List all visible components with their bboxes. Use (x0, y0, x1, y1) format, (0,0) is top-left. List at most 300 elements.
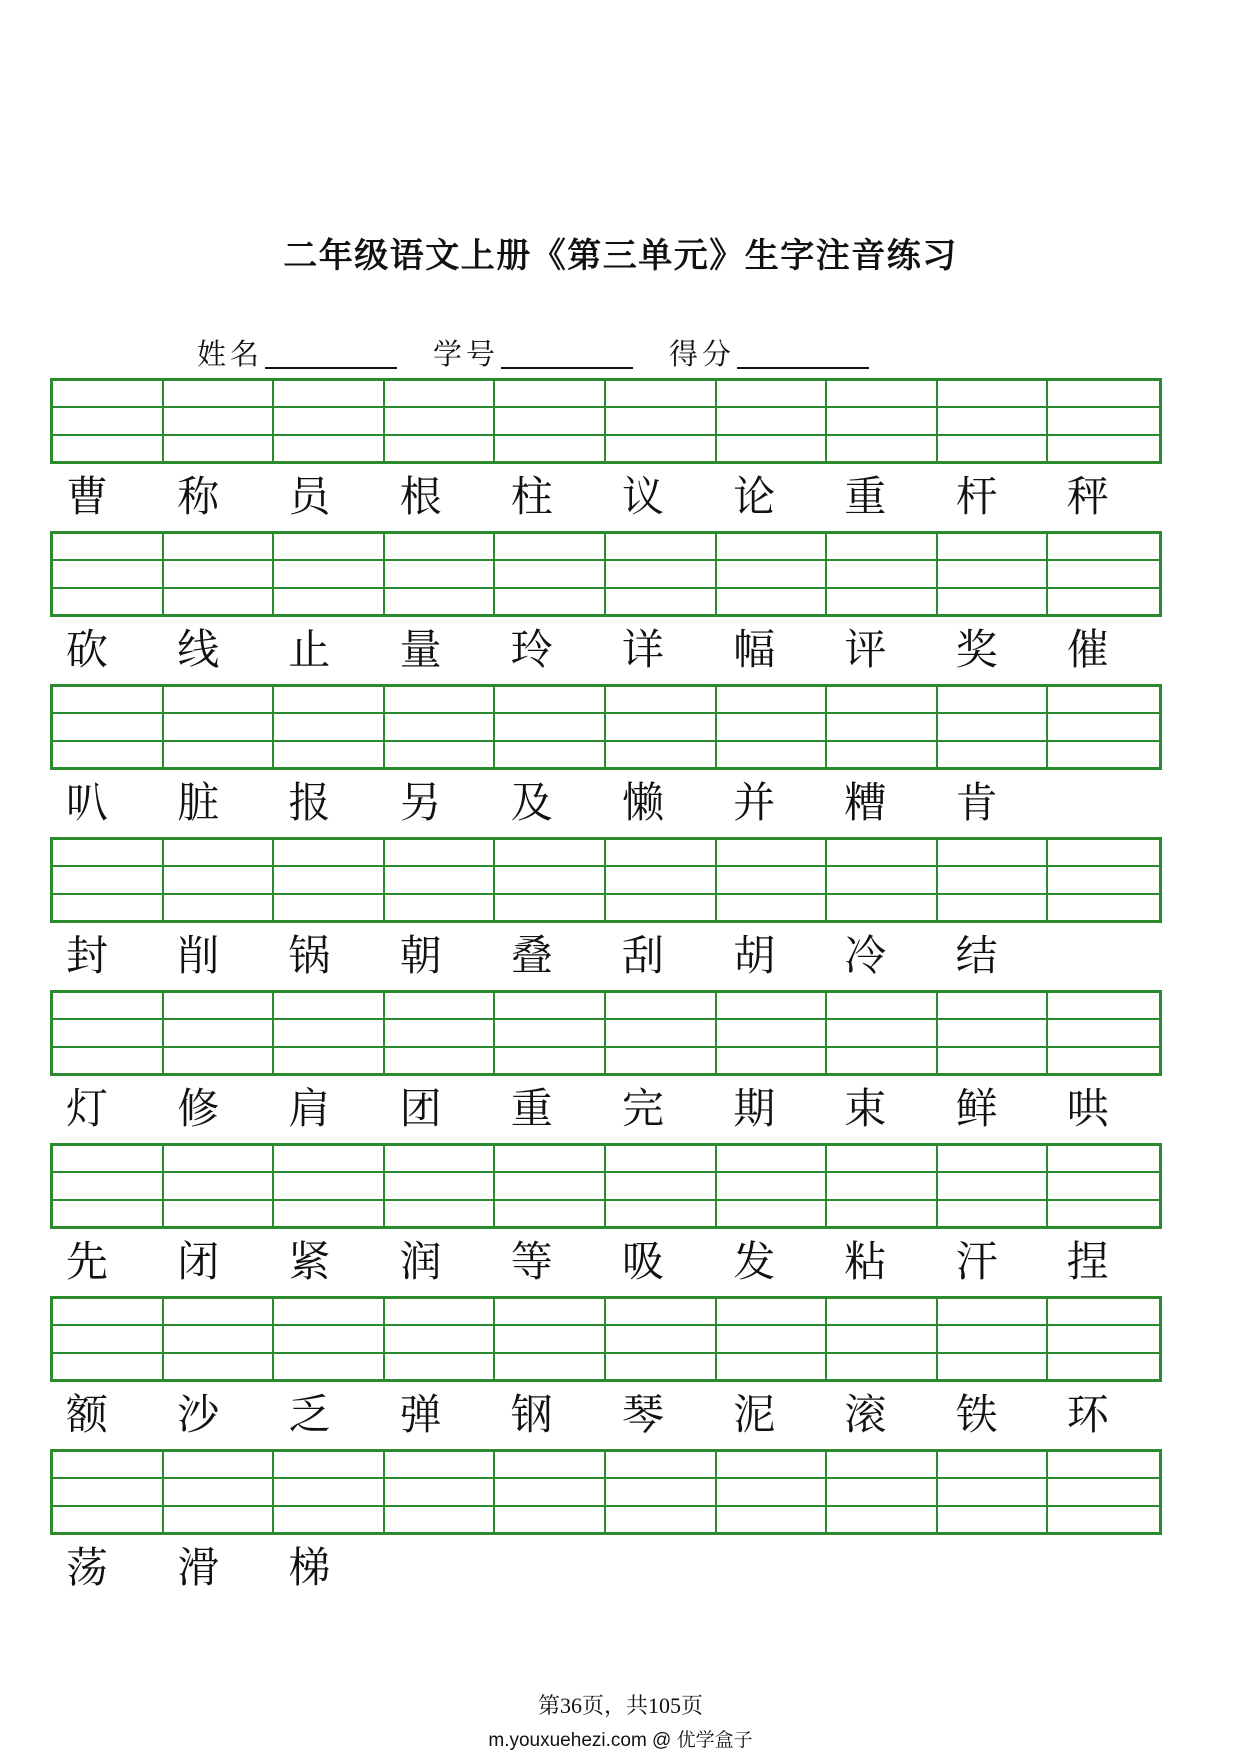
pinyin-line-band (385, 381, 494, 408)
pinyin-line-band (274, 1146, 383, 1173)
pinyin-line-band (717, 1173, 826, 1200)
pinyin-cell (606, 534, 717, 614)
pinyin-line-band (274, 1020, 383, 1047)
pinyin-line-band (495, 1479, 604, 1506)
pinyin-line-band (53, 1048, 162, 1073)
pinyin-cell (274, 1299, 385, 1379)
character: 弹 (399, 1390, 442, 1439)
pinyin-line-band (495, 408, 604, 435)
character: 环 (1066, 1390, 1109, 1439)
pinyin-line-band (938, 1452, 1047, 1479)
pinyin-line-band (717, 840, 826, 867)
character: 线 (177, 625, 220, 674)
pinyin-cell (164, 687, 275, 767)
pinyin-cell (495, 1452, 606, 1532)
pinyin-line-band (606, 687, 715, 714)
pinyin-line-band (606, 381, 715, 408)
pinyin-cell (164, 1299, 275, 1379)
character-row (50, 1390, 1162, 1440)
pinyin-line-band (606, 1507, 715, 1532)
pinyin-line-band (385, 1299, 494, 1326)
pinyin-line-band (495, 534, 604, 561)
pinyin-line-band (606, 1048, 715, 1073)
character: 根 (399, 472, 442, 521)
pinyin-line-band (53, 867, 162, 894)
pinyin-line-band (274, 1201, 383, 1226)
pinyin-line-band (385, 840, 494, 867)
pinyin-line-band (385, 1048, 494, 1073)
pinyin-line-band (606, 534, 715, 561)
pinyin-cell (938, 993, 1049, 1073)
pinyin-line-band (606, 1299, 715, 1326)
pinyin-line-band (164, 1173, 273, 1200)
pinyin-line-band (385, 561, 494, 588)
character: 脏 (177, 778, 220, 827)
pinyin-line-band (1048, 840, 1159, 867)
character: 锅 (288, 931, 331, 980)
pinyin-line-band (495, 436, 604, 461)
student-info-row (197, 334, 905, 372)
pinyin-cell (717, 534, 828, 614)
pinyin-line-band (938, 534, 1047, 561)
pinyin-cell (1048, 381, 1159, 461)
pinyin-line-band (385, 742, 494, 767)
pinyin-line-band (53, 1326, 162, 1353)
pinyin-cell (53, 381, 164, 461)
pinyin-cell (717, 1452, 828, 1532)
pinyin-line-band (827, 408, 936, 435)
pinyin-line-band (606, 1020, 715, 1047)
pinyin-line-band (938, 1479, 1047, 1506)
character: 滑 (177, 1543, 220, 1592)
character: 汗 (955, 1237, 998, 1286)
pinyin-line-band (274, 381, 383, 408)
pinyin-line-band (606, 993, 715, 1020)
pinyin-line-band (606, 1354, 715, 1379)
pinyin-grid (50, 1143, 1162, 1229)
pinyin-cell (164, 993, 275, 1073)
pinyin-cell (164, 534, 275, 614)
pinyin-line-band (53, 534, 162, 561)
pinyin-line-band (53, 1201, 162, 1226)
character-row (50, 1543, 1162, 1593)
character: 刮 (621, 931, 664, 980)
pinyin-cell (385, 381, 496, 461)
pinyin-line-band (385, 1354, 494, 1379)
pinyin-line-band (717, 436, 826, 461)
pinyin-line-band (717, 1479, 826, 1506)
character: 完 (621, 1084, 664, 1133)
character: 结 (955, 931, 998, 980)
pinyin-line-band (274, 436, 383, 461)
pinyin-line-band (274, 1299, 383, 1326)
character: 重 (844, 472, 887, 521)
pinyin-cell (53, 687, 164, 767)
pinyin-cell (717, 381, 828, 461)
pinyin-line-band (385, 867, 494, 894)
pinyin-line-band (495, 1299, 604, 1326)
pinyin-line-band (827, 993, 936, 1020)
pinyin-line-band (274, 895, 383, 920)
character: 削 (177, 931, 220, 980)
pinyin-cell (385, 840, 496, 920)
page-number: 第36页，共105页 (537, 1693, 703, 1718)
pinyin-cell (1048, 534, 1159, 614)
pinyin-line-band (606, 1479, 715, 1506)
character: 玲 (510, 625, 553, 674)
pinyin-cell (53, 1452, 164, 1532)
pinyin-grid (50, 684, 1162, 770)
character-row (50, 1084, 1162, 1134)
character: 并 (733, 778, 776, 827)
pinyin-line-band (938, 589, 1047, 614)
pinyin-line-band (1048, 1146, 1159, 1173)
pinyin-line-band (495, 993, 604, 1020)
pinyin-grid (50, 1449, 1162, 1535)
pinyin-line-band (717, 534, 826, 561)
pinyin-line-band (385, 1507, 494, 1532)
pinyin-line-band (274, 742, 383, 767)
pinyin-cell (495, 534, 606, 614)
character: 鲜 (955, 1084, 998, 1133)
pinyin-line-band (606, 1326, 715, 1353)
site-watermark: m.youxuehezi.com @ 优学盒子 (488, 1730, 753, 1751)
pinyin-cell (938, 1452, 1049, 1532)
pinyin-cell (717, 840, 828, 920)
pinyin-line-band (164, 561, 273, 588)
pinyin-cell (164, 1452, 275, 1532)
pinyin-line-band (606, 589, 715, 614)
score-blank-line (737, 337, 869, 369)
pinyin-cell (827, 1299, 938, 1379)
pinyin-line-band (827, 1173, 936, 1200)
pinyin-line-band (606, 436, 715, 461)
pinyin-line-band (495, 1048, 604, 1073)
pinyin-cell (1048, 1146, 1159, 1226)
pinyin-line-band (274, 1048, 383, 1073)
pinyin-line-band (938, 1173, 1047, 1200)
pinyin-line-band (53, 561, 162, 588)
pinyin-line-band (717, 1326, 826, 1353)
pinyin-line-band (606, 714, 715, 741)
pinyin-line-band (606, 1201, 715, 1226)
character: 员 (288, 472, 331, 521)
character: 额 (66, 1390, 109, 1439)
character: 柱 (510, 472, 553, 521)
pinyin-cell (606, 687, 717, 767)
pinyin-cell (385, 1146, 496, 1226)
pinyin-line-band (495, 1507, 604, 1532)
character-row (50, 931, 1162, 981)
pinyin-line-band (385, 436, 494, 461)
pinyin-cell (827, 381, 938, 461)
character: 团 (399, 1084, 442, 1133)
pinyin-line-band (385, 1452, 494, 1479)
pinyin-line-band (164, 534, 273, 561)
pinyin-line-band (274, 408, 383, 435)
character: 胡 (733, 931, 776, 980)
pinyin-cell (274, 381, 385, 461)
pinyin-cell (1048, 993, 1159, 1073)
pinyin-line-band (495, 589, 604, 614)
pinyin-cell (164, 1146, 275, 1226)
character: 等 (510, 1237, 553, 1286)
pinyin-line-band (938, 993, 1047, 1020)
name-blank-line (265, 337, 397, 369)
pinyin-line-band (164, 840, 273, 867)
pinyin-cell (53, 534, 164, 614)
pinyin-line-band (495, 381, 604, 408)
pinyin-line-band (1048, 895, 1159, 920)
pinyin-line-band (827, 742, 936, 767)
pinyin-line-band (164, 1452, 273, 1479)
pinyin-line-band (495, 867, 604, 894)
character: 评 (844, 625, 887, 674)
character: 议 (621, 472, 664, 521)
character: 量 (399, 625, 442, 674)
character: 肯 (955, 778, 998, 827)
pinyin-cell (274, 993, 385, 1073)
character: 及 (510, 778, 553, 827)
pinyin-line-band (53, 993, 162, 1020)
pinyin-line-band (827, 1354, 936, 1379)
character: 期 (733, 1084, 776, 1133)
pinyin-line-band (53, 687, 162, 714)
character: 哄 (1066, 1084, 1109, 1133)
name-label: 姓名 (197, 337, 264, 371)
character-row (50, 778, 1162, 828)
pinyin-line-band (385, 687, 494, 714)
pinyin-line-band (385, 993, 494, 1020)
pinyin-line-band (164, 1048, 273, 1073)
score-label: 得分 (669, 337, 736, 371)
pinyin-line-band (53, 1299, 162, 1326)
pinyin-line-band (495, 1326, 604, 1353)
pinyin-cell (274, 1452, 385, 1532)
character: 幅 (733, 625, 776, 674)
pinyin-line-band (53, 1020, 162, 1047)
pinyin-line-band (1048, 714, 1159, 741)
pinyin-line-band (938, 381, 1047, 408)
character: 铁 (955, 1390, 998, 1439)
pinyin-cell (274, 840, 385, 920)
pinyin-line-band (1048, 1299, 1159, 1326)
pinyin-cell (385, 1299, 496, 1379)
pinyin-cell (717, 687, 828, 767)
pinyin-cell (164, 381, 275, 461)
character-row (50, 472, 1162, 522)
pinyin-line-band (385, 1146, 494, 1173)
pinyin-line-band (1048, 561, 1159, 588)
pinyin-line-band (938, 742, 1047, 767)
pinyin-cell (827, 840, 938, 920)
character: 荡 (66, 1543, 109, 1592)
pinyin-line-band (938, 687, 1047, 714)
pinyin-line-band (938, 1299, 1047, 1326)
pinyin-line-band (274, 1507, 383, 1532)
character: 详 (621, 625, 664, 674)
pinyin-cell (1048, 1452, 1159, 1532)
pinyin-line-band (717, 895, 826, 920)
pinyin-cell (606, 1452, 717, 1532)
pinyin-line-band (717, 867, 826, 894)
pinyin-cell (938, 687, 1049, 767)
character: 修 (177, 1084, 220, 1133)
pinyin-line-band (274, 840, 383, 867)
pinyin-line-band (164, 687, 273, 714)
character: 润 (399, 1237, 442, 1286)
pinyin-cell (827, 993, 938, 1073)
pinyin-cell (274, 1146, 385, 1226)
pinyin-line-band (495, 1146, 604, 1173)
pinyin-line-band (495, 1354, 604, 1379)
pinyin-line-band (1048, 436, 1159, 461)
student-number-field (433, 336, 633, 372)
pinyin-cell (495, 687, 606, 767)
pinyin-line-band (385, 408, 494, 435)
pinyin-line-band (1048, 534, 1159, 561)
pinyin-cell (827, 687, 938, 767)
pinyin-line-band (53, 1452, 162, 1479)
pinyin-cell (938, 840, 1049, 920)
pinyin-cell (938, 1146, 1049, 1226)
pinyin-line-band (274, 1173, 383, 1200)
pinyin-line-band (1048, 687, 1159, 714)
pinyin-line-band (938, 1020, 1047, 1047)
pinyin-line-band (385, 895, 494, 920)
pinyin-line-band (274, 1326, 383, 1353)
pinyin-line-band (164, 589, 273, 614)
pinyin-line-band (274, 714, 383, 741)
pinyin-line-band (938, 1146, 1047, 1173)
pinyin-cell (385, 534, 496, 614)
character: 催 (1066, 625, 1109, 674)
pinyin-cell (495, 381, 606, 461)
pinyin-line-band (827, 1048, 936, 1073)
character: 闭 (177, 1237, 220, 1286)
character: 吸 (621, 1237, 664, 1286)
character-row (50, 625, 1162, 675)
pinyin-line-band (827, 561, 936, 588)
pinyin-cell (606, 840, 717, 920)
pinyin-line-band (164, 1146, 273, 1173)
pinyin-line-band (717, 687, 826, 714)
pinyin-line-band (827, 436, 936, 461)
pinyin-cell (53, 1299, 164, 1379)
score-field (669, 336, 869, 372)
pinyin-line-band (164, 1201, 273, 1226)
pinyin-line-band (1048, 1507, 1159, 1532)
character: 发 (733, 1237, 776, 1286)
character: 懒 (621, 778, 664, 827)
pinyin-line-band (385, 1201, 494, 1226)
pinyin-line-band (938, 1326, 1047, 1353)
pinyin-line-band (1048, 1326, 1159, 1353)
pinyin-line-band (717, 1299, 826, 1326)
pinyin-line-band (938, 1048, 1047, 1073)
pinyin-line-band (495, 1173, 604, 1200)
pinyin-line-band (1048, 1479, 1159, 1506)
pinyin-line-band (1048, 1173, 1159, 1200)
pinyin-line-band (938, 436, 1047, 461)
pinyin-line-band (53, 436, 162, 461)
pinyin-cell (385, 687, 496, 767)
character: 重 (510, 1084, 553, 1133)
pinyin-line-band (827, 381, 936, 408)
pinyin-grid (50, 990, 1162, 1076)
pinyin-line-band (53, 408, 162, 435)
pinyin-line-band (274, 993, 383, 1020)
pinyin-line-band (827, 687, 936, 714)
pinyin-line-band (717, 714, 826, 741)
pinyin-line-band (495, 1201, 604, 1226)
pinyin-grid (50, 531, 1162, 617)
pinyin-cell (827, 534, 938, 614)
character: 梯 (288, 1543, 331, 1592)
student-number-blank-line (501, 337, 633, 369)
pinyin-line-band (606, 408, 715, 435)
pinyin-line-band (1048, 1201, 1159, 1226)
character: 砍 (66, 625, 109, 674)
pinyin-line-band (164, 381, 273, 408)
pinyin-cell (1048, 840, 1159, 920)
pinyin-cell (274, 687, 385, 767)
name-field (197, 336, 397, 372)
pinyin-line-band (827, 1507, 936, 1532)
pinyin-line-band (606, 867, 715, 894)
pinyin-line-band (1048, 1020, 1159, 1047)
pinyin-line-band (717, 1201, 826, 1226)
pinyin-line-band (938, 561, 1047, 588)
character: 粘 (844, 1237, 887, 1286)
pinyin-cell (938, 381, 1049, 461)
character: 叭 (66, 778, 109, 827)
pinyin-line-band (53, 742, 162, 767)
pinyin-line-band (1048, 408, 1159, 435)
character: 沙 (177, 1390, 220, 1439)
pinyin-cell (717, 1299, 828, 1379)
pinyin-cell (606, 381, 717, 461)
character: 捏 (1066, 1237, 1109, 1286)
character: 朝 (399, 931, 442, 980)
pinyin-line-band (53, 840, 162, 867)
pinyin-line-band (717, 1146, 826, 1173)
pinyin-line-band (938, 840, 1047, 867)
character: 乏 (288, 1390, 331, 1439)
pinyin-line-band (1048, 993, 1159, 1020)
pinyin-line-band (1048, 1354, 1159, 1379)
character: 叠 (510, 931, 553, 980)
character: 泥 (733, 1390, 776, 1439)
pinyin-grid (50, 1296, 1162, 1382)
pinyin-line-band (385, 1326, 494, 1353)
pinyin-line-band (385, 1020, 494, 1047)
pinyin-line-band (495, 1020, 604, 1047)
pinyin-cell (827, 1452, 938, 1532)
pinyin-line-band (495, 840, 604, 867)
pinyin-cell (1048, 687, 1159, 767)
character: 钢 (510, 1390, 553, 1439)
pinyin-line-band (717, 1354, 826, 1379)
pinyin-line-band (495, 687, 604, 714)
pinyin-line-band (495, 561, 604, 588)
pinyin-line-band (385, 1173, 494, 1200)
pinyin-line-band (274, 589, 383, 614)
character: 杆 (955, 472, 998, 521)
character: 琴 (621, 1390, 664, 1439)
pinyin-cell (717, 1146, 828, 1226)
pinyin-cell (274, 534, 385, 614)
